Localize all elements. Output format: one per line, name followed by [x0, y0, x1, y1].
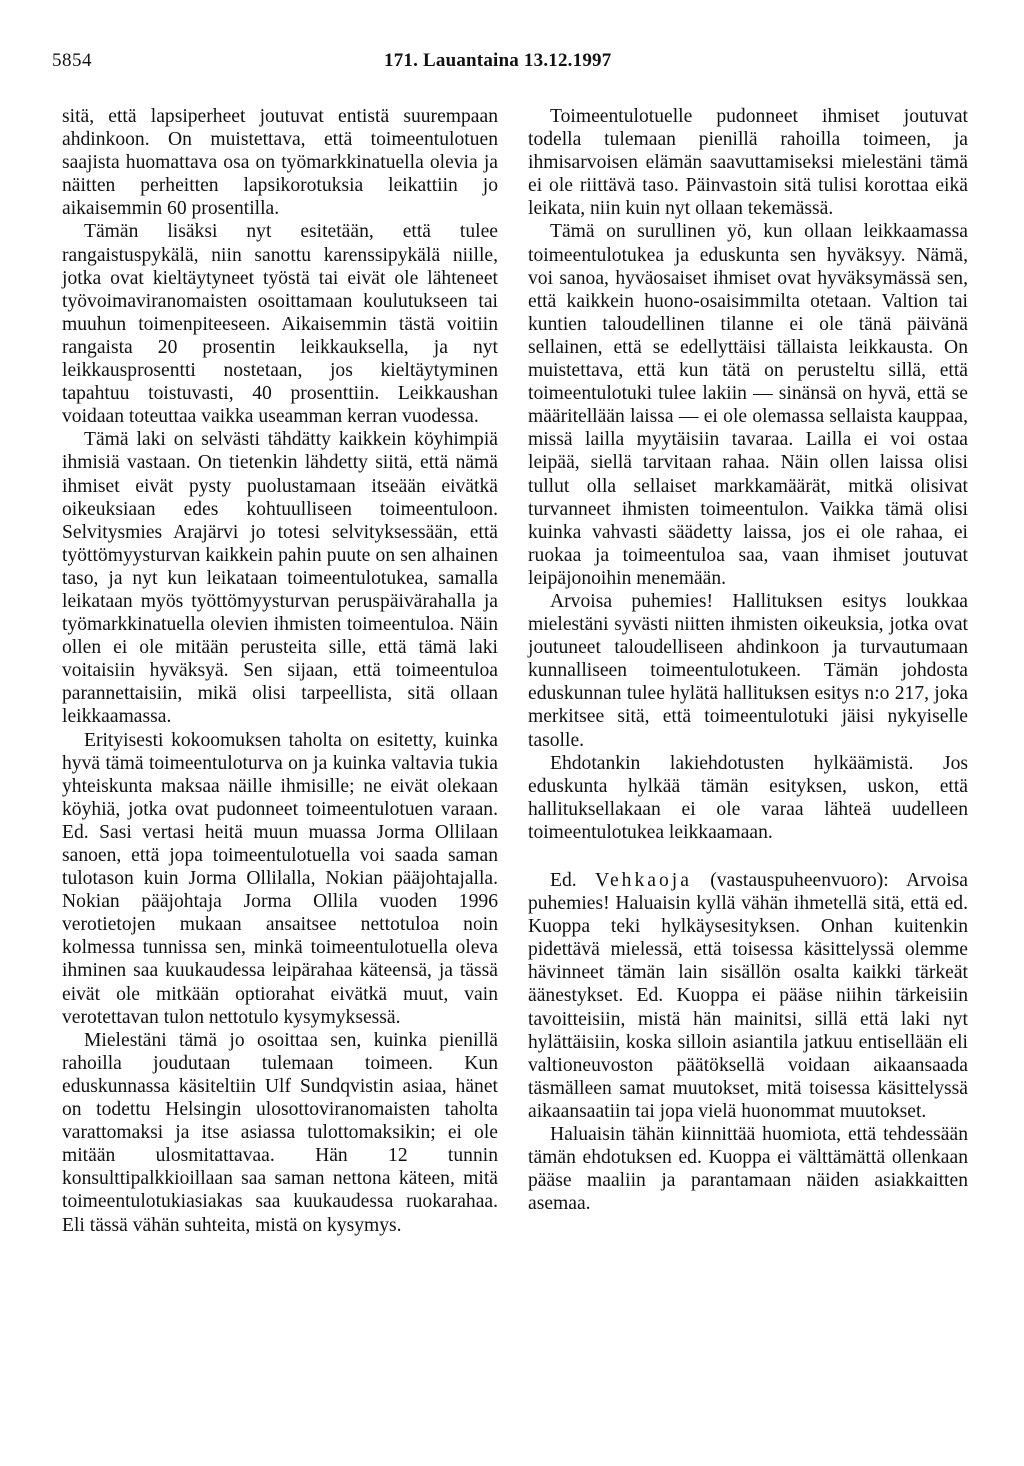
paragraph: Tämän lisäksi nyt esitetään, että tulee rangaistuspykälä, niin sanottu karenssipykälä niille, jotka ovat kieltäytyneet työstä tai eivät ole lähteneet työvoimaviranomaisten osoittamaan koulutukseen tai muuhun toimenpiteeseen. Aikaisemmin tästä voitiin rangaista 20 prosentin leikkauksella, ja nyt leikkausprosentti nostetaan, jos kieltäytyminen tapahtuu toistuvasti, 40 prosenttiin. Leikkaushan voidaan toteuttaa vaikka useamman kerran vuodessa.	[62, 221, 498, 428]
paragraph: Ehdotankin lakiehdotusten hylkäämistä. Jos eduskunta hylkää tämän esityksen, uskon, että hallituksellakaan ei ole varaa lähteä uudelleen toimeentulotukea leikkaamaan.	[528, 752, 968, 843]
paragraph: Toimeentulotuelle pudonneet ihmiset joutuvat todella tulemaan pienillä rahoilla toimeen, ja ihmisarvoisen elämän saavuttamiseksi mielestäni tämä ei ole riittävä taso. Päinvastoin sitä tulisi korottaa eikä leikata, niin kuin nyt ollaan tekemässä.	[528, 106, 968, 220]
page-number: 5854	[52, 50, 92, 71]
paragraph: Tämä laki on selvästi tähdätty kaikkein köyhimpiä ihmisiä vastaan. On tietenkin lähdetty siitä, että nämä ihmiset eivät pysty puolustamaan itseään eivätkä oikeuksiaan edes kohtuulliseen toimeentuloon. Selvitysmies Arajärvi jo totesi selvityksessään, että työttömyysturvan kaikkein pahin puute on sen alhainen taso, ja nyt kun leikataan toimeentulotukea, samalla leikataan myös työttömyysturvan peruspäivärahalla ja työmarkkinatuella olevien ihmisten toimeentuloa. Näin ollen ei ole mitään perusteita sille, että tämä laki voitaisiin hyväksyä. Sen sijaan, että toimeentuloa parannettaisiin, mikä olisi tarpeellista, sitä ollaan leikkaamassa.	[62, 429, 498, 728]
speaker-role: (vastauspuheenvuoro):	[710, 870, 889, 891]
paragraph: Arvoisa puhemies! Hallituksen esitys loukkaa mielestäni syvästi niitten ihmisten oikeuksia, jotka ovat joutuneet taloudelliseen ahdinkoon ja turvautumaan kunnalliseen toimeentulotukeen. Tämän johdosta eduskunnan tulee hylätä hallituksen esitys n:o 217, joka merkitsee sitä, että toimeentulotuki jäisi nykyiselle tasolle.	[528, 590, 968, 751]
paragraph: sitä, että lapsiperheet joutuvat entistä suurempaan ahdinkoon. On muistettava, että toimeentulotuen saajista huomattava osa on työmarkkinatuella olevia ja näitten perheitten lapsikorotuksia leikattiin jo aikaisemmin 60 prosentilla.	[62, 106, 498, 220]
paragraph: Haluaisin tähän kiinnittää huomiota, että tehdessään tämän ehdotuksen ed. Kuoppa ei välttämättä ollenkaan pääse maaliin ja parantamaan näiden asiakkaitten asemaa.	[528, 1124, 968, 1215]
right-column	[528, 105, 968, 1215]
left-column	[62, 105, 498, 1237]
paragraph: Mielestäni tämä jo osoittaa sen, kuinka pienillä rahoilla joudutaan tulemaan toimeen. Kun eduskunnassa käsiteltiin Ulf Sundqvistin asiaa, hänet on todettu Helsingin ulosottoviranomaisten taholta varattomaksi ja itse asiassa tulottomaksikin; ei ole mitään ulosmitattavaa. Hän 12 tunnin konsulttipalkkioillaan saa saman nettona käteen, mitä toimeentulotukiasiakas saa kuukaudessa ruokarahaa. Eli tässä vähän suhteita, mistä on kysymys.	[62, 1029, 498, 1236]
running-head: 171. Lauantaina 13.12.1997	[384, 50, 612, 71]
speaker-name: Vehkaoja	[595, 870, 692, 891]
speaker-prefix: Ed.	[550, 870, 577, 891]
paragraph: Tämä on surullinen yö, kun ollaan leikkaamassa toimeentulotukea ja eduskunta sen hyväksyy. Nämä, voi sanoa, hyväosaiset ihmiset ovat hyväksymässä sen, että kaikkein huono-osaisimmilta otetaan. Valtion tai kuntien taloudellinen tilanne ei ole tänä päivänä sellainen, että se edellyttäisi tällaista leikkausta. On muistettava, että kun tätä on perusteltu sillä, että toimeentulotuki tulee lakiin — sinänsä on hyvä, että se määritellään laissa — ei ole olemassa sellaista kauppaa, missä lailla myytäisiin tavaraa. Lailla ei voi ostaa leipää, siellä tarvitaan rahaa. Näin ollen laissa olisi tullut olla sellaiset markkamäärät, mitkä olisivat turvanneet ihmisten toimeentulon. Vaikka tämä olisi kuinka vahvasti säädetty laissa, jos ei ole rahaa, ei ruokaa ja toimeentuloa saa, vaan ihmiset joutuvat leipäjonoihin menemään.	[528, 221, 968, 589]
speech-paragraph	[528, 869, 968, 1123]
speech-text: Arvoisa puhemies! Haluaisin kyllä vähän ihmetellä sitä, että ed. Kuoppa teki hylkäysesityksen. Onhan kuitenkin pidettävä mielessä, että toisessa käsittelyssä olemme hävinneet tämän lain sisällön osalta kaikki tärkeät äänestykset. Ed. Kuoppa ei pääse niihin tärkeisiin tavoitteisiin, mistä hän mainitsi, sillä että laki nyt hylättäisiin, koska silloin asiantila jatkuu entisellään eli valtioneuvoston päätöksellä voidaan aikaansaada täsmälleen samat muutokset, mitä toisessa käsittelyssä aikaansaatiin tai jopa vielä huonommat muutokset.	[528, 870, 968, 1122]
paragraph: Erityisesti kokoomuksen taholta on esitetty, kuinka hyvä tämä toimeentuloturva on ja kuinka valtavia tukia yhteiskunta maksaa näille ihmisille; ne eivät olekaan köyhiä, jotka ovat pudonneet toimeentulotuen varaan. Ed. Sasi vertasi heitä muun muassa Jorma Ollilaan sanoen, että jopa toimeentulotuella voi saada saman tulotason kuin Jorma Ollilalla, Nokian pääjohtajalla. Nokian pääjohtaja Jorma Ollila vuoden 1996 verotietojen mukaan ansaitsee nettotuloa noin kolmessa tunnissa sen, minkä toimeentulotuella oleva ihminen saa kuukaudessa leipärahaa käteensä, ja tässä eivät ole mitkään optiorahat eivätkä muut, vain verotettavan tulon nettotulo kysymyksessä.	[62, 729, 498, 1028]
